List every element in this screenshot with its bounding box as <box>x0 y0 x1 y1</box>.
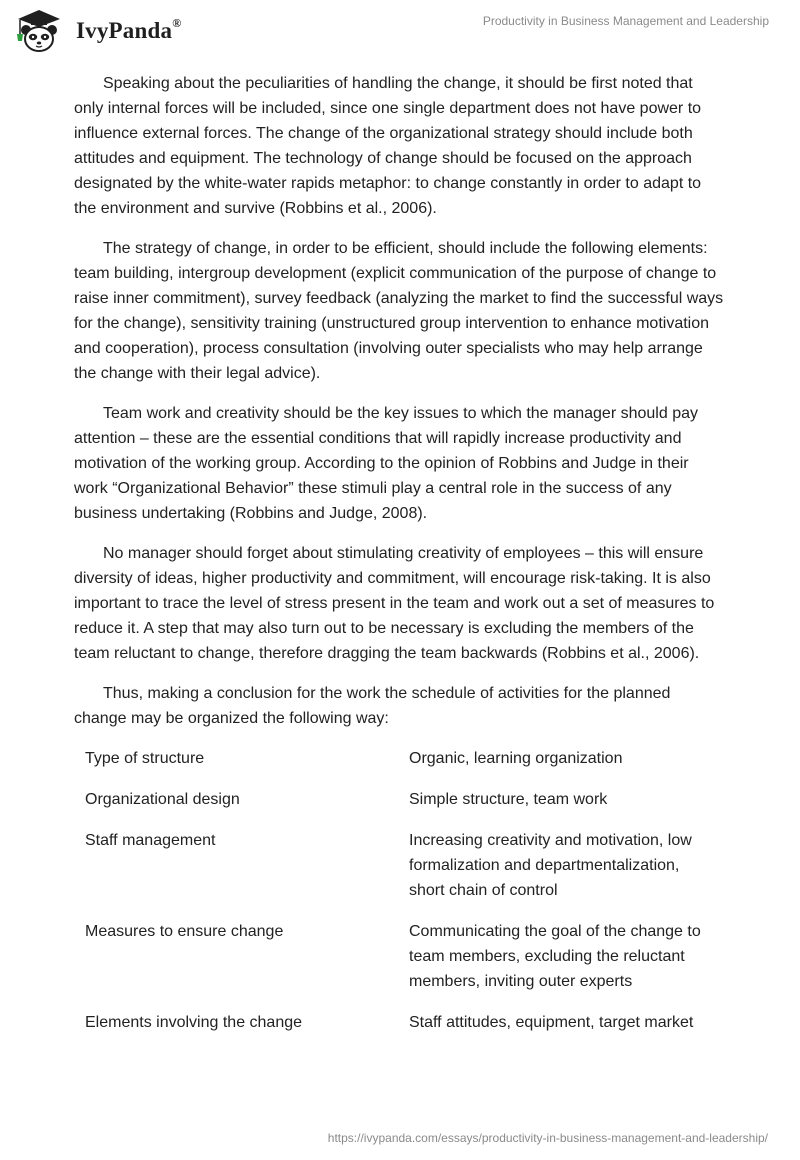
table-row <box>74 787 724 828</box>
table-row <box>74 828 724 919</box>
row-label: Staff management <box>85 832 216 849</box>
row-label: Type of structure <box>85 750 205 767</box>
row-label: Elements involving the change <box>85 1014 303 1031</box>
change-schedule-table <box>74 746 724 1051</box>
table-row <box>74 1010 724 1051</box>
essay-body <box>74 71 724 1051</box>
row-label: Measures to ensure change <box>85 923 284 940</box>
table-row <box>74 919 724 1010</box>
source-url[interactable]: https://ivypanda.com/essays/productivity-in-business-management-and-leadership/ <box>327 1131 768 1145</box>
table-row <box>74 746 724 787</box>
document-title: Productivity in Business Management and Leadership <box>482 14 769 28</box>
logo-wordmark: IvyPanda® <box>76 16 182 43</box>
row-value: Organic, learning organization <box>409 750 623 767</box>
row-value: Increasing creativity and motivation, low formalization and departmentalization, short chain of control <box>409 832 692 899</box>
paragraph: Team work and creativity should be the key issues to which the manager should pay attention – these are the essential conditions that will rapidly increase productivity and motivation of the working group. According to the opinion of Robbins and Judge in their work “Organizational Behavior” these stimuli play a central role in the success of any business undertaking (Robbins and Judge, 2008). <box>74 405 698 522</box>
row-value: Communicating the goal of the change to team members, excluding the reluctant members, inviting outer experts <box>409 923 701 990</box>
panda-graduate-icon <box>14 8 64 54</box>
paragraph: No manager should forget about stimulating creativity of employees – this will ensure diversity of ideas, higher productivity and commitment, will encourage risk-taking. It is also important to trace the level of stress present in the team and work out a set of measures to reduce it. A step that may also turn out to be necessary is excluding the members of the team reluctant to change, therefore dragging the team backwards (Robbins et al., 2006). <box>74 545 715 662</box>
row-value: Simple structure, team work <box>409 791 608 808</box>
ivypanda-logo[interactable] <box>14 8 204 54</box>
paragraph: Speaking about the peculiarities of handling the change, it should be first noted that only internal forces will be included, since one single department does not have power to influence external forces. The change of the organizational strategy should include both attitudes and equipment. The technology of change should be focused on the approach designated by the white-water rapids metaphor: to change constantly in order to adapt to the environment and survive (Robbins et al., 2006). <box>74 75 702 217</box>
page-header <box>0 0 800 60</box>
row-value: Staff attitudes, equipment, target market <box>409 1014 694 1031</box>
row-label: Organizational design <box>85 791 240 808</box>
paragraph: Thus, making a conclusion for the work the schedule of activities for the planned change may be organized the following way: <box>74 685 671 727</box>
paragraph: The strategy of change, in order to be efficient, should include the following elements: team building, intergroup development (explicit communication of the purpose of change to raise inner commitment), survey feedback (analyzing the market to find the successful ways for the change), sensitivity training (unstructured group intervention to enhance motivation and cooperation), process consultation (involving outer specialists who may help arrange the change with their legal advice). <box>74 240 724 382</box>
